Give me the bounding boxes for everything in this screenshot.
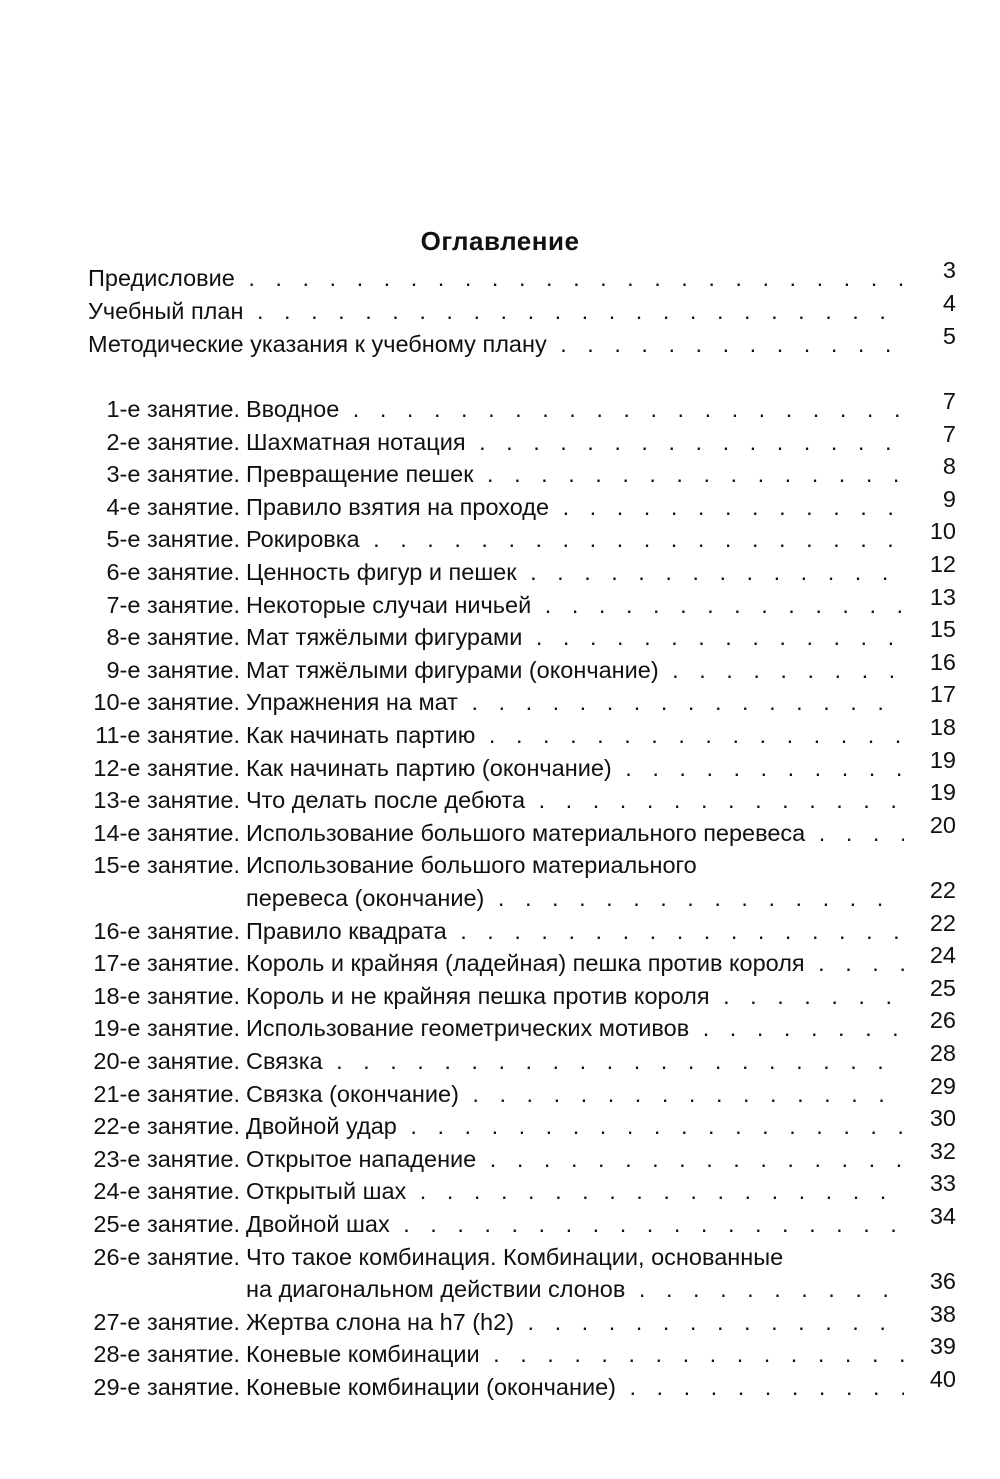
page-number: 17 (929, 681, 956, 708)
entry-title: Вводное . . . (246, 393, 904, 425)
lesson-number: 17-е занятие. (93, 950, 240, 977)
lesson-number: 10-е занятие. (93, 689, 240, 716)
entry-title: Использование большого материального перевеса . . . (246, 817, 904, 849)
toc-entry (0, 1300, 1000, 1338)
lesson-number: 13-е занятие. (93, 787, 240, 814)
page-number: 9 (942, 485, 956, 512)
toc-entry (0, 1072, 1000, 1110)
lesson-number: 18-е занятие. (93, 982, 240, 1009)
toc-entry (0, 1241, 1000, 1273)
entry-title: Что такое комбинация. Комбинации, основанные (246, 1243, 784, 1270)
lesson-number: 2-е занятие. (106, 428, 240, 455)
toc-entry (0, 909, 1000, 947)
page-number: 7 (942, 388, 956, 414)
entry-title: Правило квадрата . . . (246, 915, 904, 947)
page-number: 34 (929, 1203, 956, 1229)
entry-title: Шахматная нотация . . . (246, 426, 904, 458)
toc-entry (0, 1007, 1000, 1044)
page-number: 30 (929, 1105, 956, 1132)
entry-title: Связка (окончание) . . . (246, 1078, 904, 1110)
entry-title: Мат тяжёлыми фигурами (окончание) . . . (246, 654, 904, 686)
toc-entry (0, 877, 1000, 914)
lesson-number: 7-е занятие. (106, 591, 240, 618)
lesson-number: 20-е занятие. (93, 1048, 240, 1074)
entry-title: Использование большого материального (246, 852, 697, 879)
lesson-number: 16-е занятие. (93, 917, 240, 944)
page-number: 29 (929, 1072, 956, 1099)
toc-entry (0, 974, 1000, 1012)
entry-title: Коневые комбинации (окончание) . . . (246, 1371, 904, 1403)
entry-title: Как начинать партию . . . (246, 719, 904, 751)
toc-entry (0, 746, 1000, 784)
page-title: Оглавление (420, 226, 580, 256)
page-number: 40 (929, 1366, 956, 1392)
page-number: 25 (929, 974, 956, 1001)
page-number: 12 (929, 551, 956, 577)
lesson-number: 14-е занятие. (93, 819, 240, 846)
entry-title: Некоторые случаи ничьей . . . (246, 589, 904, 621)
entry-title: Учебный план . . . (88, 295, 904, 327)
entry-title: Коневые комбинации . . . (246, 1338, 904, 1370)
toc-entry (0, 453, 1000, 490)
lesson-number: 8-е занятие. (106, 624, 240, 651)
page-number: 28 (929, 1040, 956, 1066)
toc-entry (0, 420, 1000, 458)
lesson-number: 15-е занятие. (93, 852, 240, 879)
entry-title: Методические указания к учебному плану . . . (88, 328, 904, 360)
lesson-number: 28-е занятие. (93, 1341, 240, 1368)
page-number: 4 (942, 290, 956, 316)
lesson-number: 3-е занятие. (106, 461, 240, 488)
entry-title: Ценность фигур и пешек . . . (246, 556, 904, 588)
toc-entry (0, 1366, 1000, 1403)
page-number: 22 (929, 909, 956, 936)
toc-entry (0, 518, 1000, 555)
lesson-number: 29-е занятие. (93, 1374, 240, 1400)
lesson-number: 4-е занятие. (106, 493, 240, 520)
toc-entry (0, 942, 1000, 979)
page-number: 22 (929, 877, 956, 903)
page-number: 8 (942, 453, 956, 480)
lesson-number: 9-е занятие. (106, 656, 240, 683)
entry-title: Предисловие . . . (88, 262, 904, 294)
toc-entry (0, 681, 1000, 718)
page-number: 18 (929, 714, 956, 740)
page-number: 3 (942, 257, 956, 283)
lesson-number: 21-е занятие. (93, 1080, 240, 1107)
toc-entry (0, 257, 1000, 294)
entry-title: Жертва слона на h7 (h2) . . . (246, 1306, 904, 1338)
lesson-number: 25-е занятие. (93, 1211, 240, 1237)
toc-entry (0, 1105, 1000, 1142)
toc-entry (0, 648, 1000, 686)
toc-entry (0, 485, 1000, 523)
entry-title: перевеса (окончание) . . . (246, 882, 904, 914)
page-number: 16 (929, 648, 956, 675)
toc-entry (0, 714, 1000, 751)
toc-entry (0, 849, 1000, 881)
toc-entry (0, 290, 1000, 327)
lesson-number: 5-е занятие. (106, 526, 240, 553)
lesson-number: 6-е занятие. (106, 559, 240, 585)
entry-title: Открытое нападение . . . (246, 1143, 904, 1175)
lesson-number: 23-е занятие. (93, 1145, 240, 1172)
entry-title: Король и крайняя (ладейная) пешка против короля . . . (246, 947, 904, 979)
page-number: 20 (929, 811, 956, 838)
entry-title: Король и не крайняя пешка против короля . . . (246, 980, 904, 1012)
lesson-number: 24-е занятие. (93, 1178, 240, 1205)
lesson-number: 1-е занятие. (106, 396, 240, 422)
entry-title: Правило взятия на проходе . . . (246, 491, 904, 523)
entry-title: Открытый шах . . . (246, 1175, 904, 1207)
toc-entry (0, 811, 1000, 849)
lesson-number: 11-е занятие. (95, 722, 240, 748)
entry-title: Связка . . . (246, 1045, 904, 1077)
entry-title: Мат тяжёлыми фигурами . . . (246, 621, 904, 653)
page-number: 39 (929, 1333, 956, 1360)
toc-entry (0, 551, 1000, 588)
toc-entry (0, 1040, 1000, 1077)
page-number: 5 (942, 323, 956, 349)
entry-title: Двойной шах . . . (246, 1208, 904, 1240)
toc-entry (0, 388, 1000, 425)
lesson-number: 19-е занятие. (93, 1015, 240, 1042)
entry-title: Как начинать партию (окончание) . . . (246, 752, 904, 784)
page-number: 24 (929, 942, 956, 969)
toc-entry (0, 1333, 1000, 1370)
page-number: 19 (929, 746, 956, 773)
toc-entry (0, 1170, 1000, 1207)
page-number: 19 (929, 779, 956, 806)
page-number: 26 (929, 1007, 956, 1034)
entry-title: Что делать после дебюта . . . (246, 784, 904, 816)
page-number: 13 (929, 583, 956, 610)
toc-entry (0, 1203, 1000, 1240)
page-number: 7 (942, 420, 956, 447)
page-number: 33 (929, 1170, 956, 1197)
toc-entry (0, 1268, 1000, 1305)
toc-entry (0, 779, 1000, 816)
toc-entry (0, 583, 1000, 621)
entry-title: Превращение пешек . . . (246, 458, 904, 490)
page-number: 36 (929, 1268, 956, 1295)
toc-entry (0, 1137, 1000, 1175)
page-number: 38 (929, 1300, 956, 1327)
toc-entry (0, 616, 1000, 653)
lesson-number: 26-е занятие. (93, 1243, 240, 1270)
lesson-number: 22-е занятие. (93, 1113, 240, 1140)
lesson-number: 27-е занятие. (93, 1308, 240, 1335)
page-number: 10 (929, 518, 956, 545)
entry-title: Рокировка . . . (246, 523, 904, 555)
entry-title: на диагональном действии слонов . . . (246, 1273, 904, 1305)
page-number: 32 (929, 1137, 956, 1164)
entry-title: Двойной удар . . . (246, 1110, 904, 1142)
lesson-number: 12-е занятие. (93, 754, 240, 781)
toc-entry (0, 323, 1000, 360)
page-number: 15 (929, 616, 956, 643)
entry-title: Использование геометрических мотивов . . . (246, 1012, 904, 1044)
entry-title: Упражнения на мат . . . (246, 686, 904, 718)
